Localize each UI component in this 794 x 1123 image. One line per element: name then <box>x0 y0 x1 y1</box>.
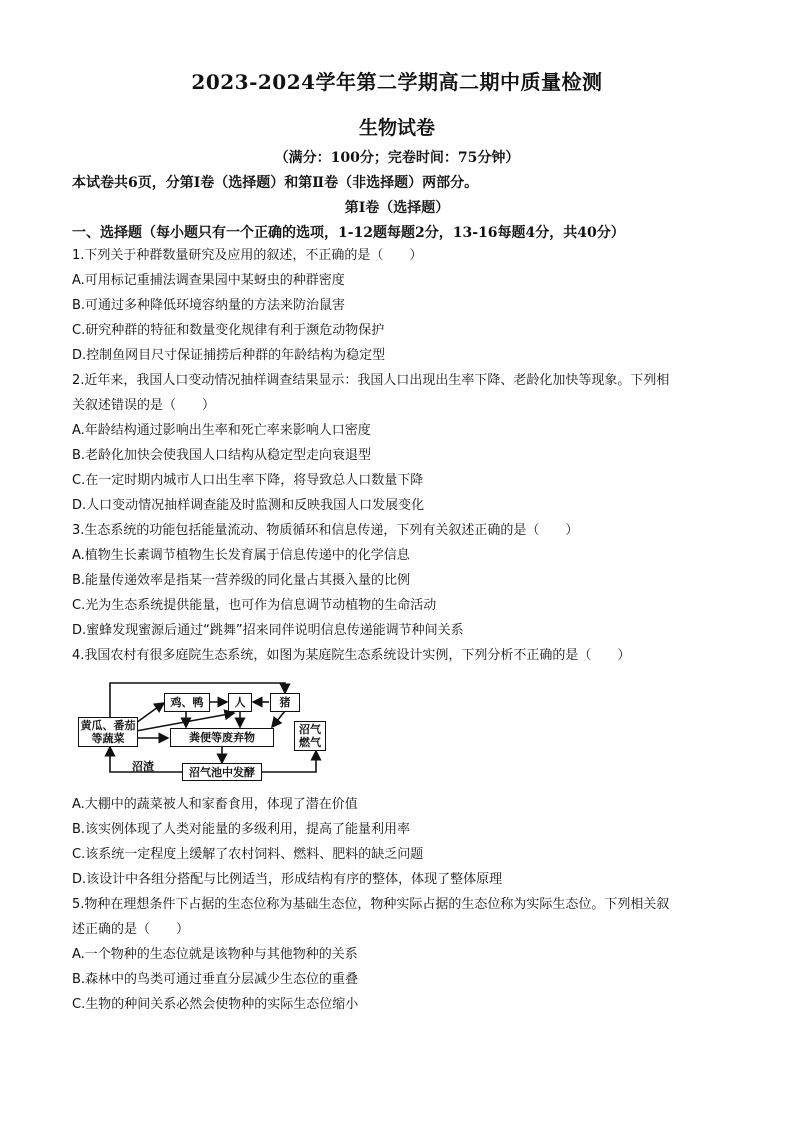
poultry-box: 鸡、鸭 <box>164 693 210 712</box>
score-info: （满分：100分；完卷时间：75分钟） <box>274 150 520 166</box>
q2-stem-line2: 关叙述错误的是（ ） <box>72 398 216 413</box>
q3-option-a: A.植物生长素调节植物生长发育属于信息传递中的化学信息 <box>72 548 410 563</box>
subject-title: 生物试卷 <box>358 117 435 139</box>
q4-option-b: B.该实例体现了人类对能量的多级利用，提高了能量利用率 <box>72 822 411 837</box>
human-box: 人 <box>228 693 252 712</box>
q5-stem-line2: 述正确的是（ ） <box>72 922 190 937</box>
digester-box: 沼气池中发酵 <box>182 763 262 781</box>
courtyard-ecosystem-diagram <box>76 681 338 781</box>
section-heading: 一、选择题（每小题只有一个正确的选项，1-12题每题2分，13-16每题4分，共40分） <box>72 225 625 241</box>
q1-option-b: B.可通过多种降低环境容纳量的方法来防治鼠害 <box>72 298 346 313</box>
q2-stem-line1: 2.近年来，我国人口变动情况抽样调查结果显示：我国人口出现出生率下降、老龄化加快等现象。下列相 <box>72 373 670 388</box>
q5-stem-line1: 5.物种在理想条件下占据的生态位称为基础生态位，物种实际占据的生态位称为实际生态位。下列相关叙 <box>72 897 670 912</box>
vegetables-label-line1: 黄瓜、番茄 <box>80 719 136 732</box>
q2-option-c: C.在一定时期内城市人口出生率下降，将导致总人口数量下降 <box>72 473 424 488</box>
exam-title: 2023-2024学年第二学期高二期中质量检测 <box>191 70 603 94</box>
residue-label: 沼渣 <box>132 760 154 773</box>
pig-box: 猪 <box>270 693 300 712</box>
q1-option-c: C.研究种群的特征和数量变化规律有利于濒危动物保护 <box>72 323 385 338</box>
q2-option-b: B.老龄化加快会使我国人口结构从稳定型走向衰退型 <box>72 448 372 463</box>
q5-option-b: B.森林中的鸟类可通过垂直分层减少生态位的重叠 <box>72 972 359 987</box>
vegetables-box <box>78 717 138 747</box>
biogas-label-line2: 燃气 <box>299 736 321 749</box>
q3-stem: 3.生态系统的功能包括能量流动、物质循环和信息传递，下列有关叙述正确的是（ ） <box>72 523 579 538</box>
part-heading: 第Ⅰ卷（选择题） <box>344 200 450 216</box>
vegetables-label-line2: 等蔬菜 <box>91 732 125 745</box>
q3-option-b: B.能量传递效率是指某一营养级的同化量占其摄入量的比例 <box>72 573 411 588</box>
q5-option-a: A.一个物种的生态位就是该物种与其他物种的关系 <box>72 947 358 962</box>
q3-option-c: C.光为生态系统提供能量，也可作为信息调节动植物的生命活动 <box>72 598 437 613</box>
q5-option-c: C.生物的种间关系必然会使物种的实际生态位缩小 <box>72 997 359 1012</box>
q1-option-d: D.控制鱼网目尺寸保证捕捞后种群的年龄结构为稳定型 <box>72 348 386 363</box>
biogas-label-line1: 沼气 <box>299 723 321 736</box>
q3-option-d: D.蜜蜂发现蜜源后通过“跳舞”招来同伴说明信息传递能调节种间关系 <box>72 623 464 638</box>
q2-option-d: D.人口变动情况抽样调查能及时监测和反映我国人口发展变化 <box>72 498 425 513</box>
biogas-box <box>294 721 326 751</box>
q4-option-a: A.大棚中的蔬菜被人和家畜食用，体现了潜在价值 <box>72 797 358 812</box>
q4-option-c: C.该系统一定程度上缓解了农村饲料、燃料、肥料的缺乏问题 <box>72 847 424 862</box>
waste-box: 粪便等废弃物 <box>170 728 274 747</box>
q1-stem: 1.下列关于种群数量研究及应用的叙述，不正确的是（ ） <box>72 248 423 263</box>
q2-option-a: A.年龄结构通过影响出生率和死亡率来影响人口密度 <box>72 423 371 438</box>
q4-option-d: D.该设计中各组分搭配与比例适当，形成结构有序的整体，体现了整体原理 <box>72 872 503 887</box>
exam-intro: 本试卷共6页，分第Ⅰ卷（选择题）和第Ⅱ卷（非选择题）两部分。 <box>72 175 479 191</box>
q1-option-a: A.可用标记重捕法调查果园中某蚜虫的种群密度 <box>72 273 345 288</box>
q4-stem: 4.我国农村有很多庭院生态系统，如图为某庭院生态系统设计实例，下列分析不正确的是（ ） <box>72 648 631 663</box>
